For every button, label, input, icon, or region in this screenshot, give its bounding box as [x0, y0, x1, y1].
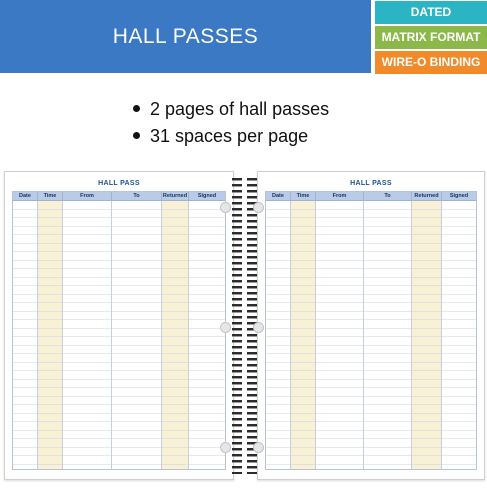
- feature-item: [133, 123, 329, 150]
- table-rows: [266, 201, 476, 469]
- hall-pass-table: [265, 191, 477, 470]
- column-header-to: To: [364, 192, 412, 200]
- hall-pass-table: [12, 191, 226, 470]
- punch-hole: [253, 322, 264, 333]
- page-title: HALL PASS: [350, 180, 392, 187]
- page-title: HALL PASS: [98, 180, 140, 187]
- column-header-from: From: [316, 192, 364, 200]
- notebook-page-left: [4, 171, 234, 480]
- punch-hole: [220, 442, 231, 453]
- column-header-returned: Returned: [162, 193, 188, 199]
- table-rows: [13, 201, 225, 469]
- feature-text: 31 spaces per page: [150, 126, 309, 146]
- punch-hole: [253, 202, 264, 213]
- notebook-page-right: [257, 171, 485, 480]
- table-header: [266, 192, 476, 201]
- column-header-signed: Signed: [449, 193, 469, 199]
- bullet-icon: [133, 105, 140, 112]
- punch-hole: [220, 202, 231, 213]
- punch-hole: [220, 322, 231, 333]
- column-header-returned: Returned: [412, 192, 442, 200]
- feature-item: [133, 96, 329, 123]
- column-header-to: To: [112, 192, 162, 200]
- bullet-icon: [133, 132, 140, 139]
- tag-matrix-format: MATRIX FORMAT: [375, 26, 487, 49]
- banner-title: HALL PASSES: [112, 25, 259, 48]
- column-header-time: Time: [38, 192, 63, 200]
- feature-text: 2 pages of hall passes: [150, 99, 330, 119]
- column-header-time: Time: [291, 192, 316, 200]
- tag-dated: DATED: [375, 1, 487, 24]
- tag-wire-o-binding: WIRE-O BINDING: [375, 51, 487, 74]
- column-header-from: From: [63, 192, 112, 200]
- feature-list: [133, 96, 329, 150]
- column-header-signed: Signed: [197, 193, 217, 199]
- column-header-date: Date: [13, 192, 38, 200]
- table-header: [13, 192, 225, 201]
- column-header-date: Date: [266, 192, 291, 200]
- punch-hole: [253, 442, 264, 453]
